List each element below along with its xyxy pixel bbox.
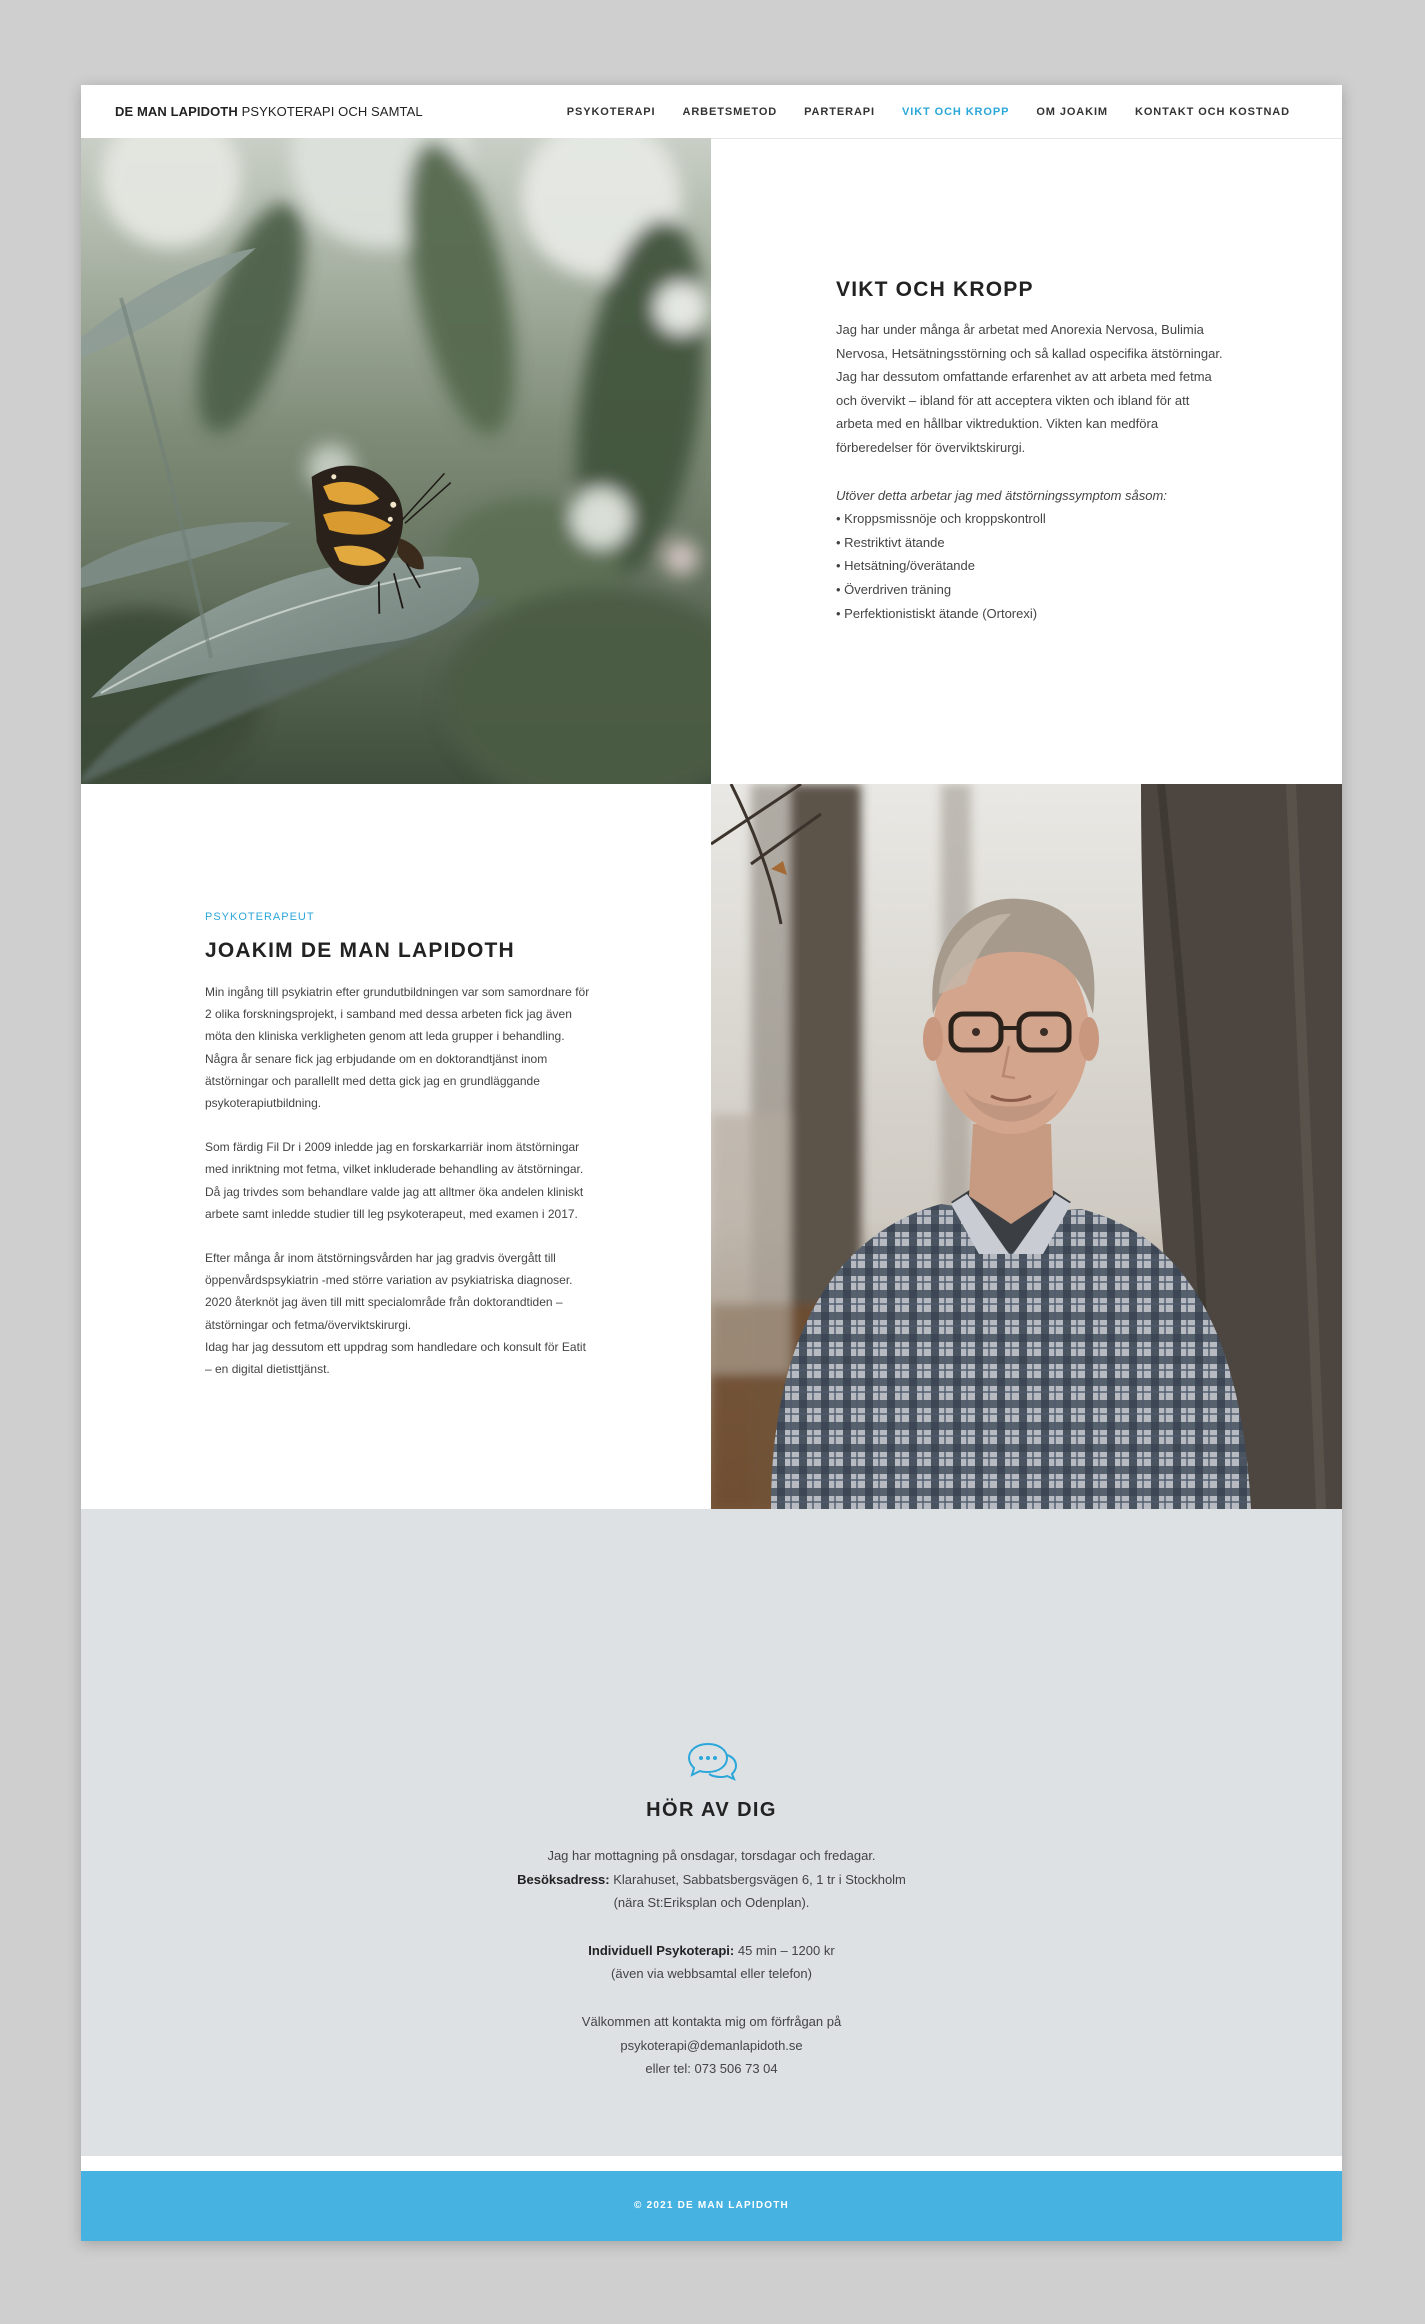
vikt-heading: VIKT OCH KROPP (836, 278, 1034, 301)
site-header (81, 85, 1342, 139)
site-footer (81, 2171, 1342, 2241)
nav-psykoterapi[interactable]: PSYKOTERAPI (566, 106, 656, 118)
chat-bubbles-icon (686, 1741, 738, 1781)
price-label: Individuell Psykoterapi: (588, 1942, 735, 1958)
about-paragraph-3-text: Efter många år inom ätstörningsvården har jag gradvis övergått till öppenvårdspsykiatrin -med större variation av psykiatriska diagnoser. 2020 återknöt jag även till mitt specialområde från doktorandtiden – ätstörningar och fetma/överviktskirurgi. (205, 1251, 573, 1332)
about-paragraph-3 (205, 1247, 590, 1380)
page (81, 85, 1342, 2241)
copyright-text: © 2021 DE MAN LAPIDOTH (634, 2200, 789, 2211)
email-link[interactable]: psykoterapi@demanlapidoth.se (620, 2037, 803, 2053)
contact-heading: HÖR AV DIG (646, 1799, 777, 1821)
vikt-och-kropp-section (836, 278, 1226, 625)
opening-days: Jag har mottagning på onsdagar, torsdagar och fredagar. (547, 1848, 876, 1863)
list-item: • Överdriven träning (836, 578, 1226, 602)
about-eyebrow: PSYKOTERAPEUT (205, 911, 315, 923)
price-line (81, 1939, 1342, 1963)
list-item: • Restriktivt ätande (836, 531, 1226, 555)
brand-tagline: PSYKOTERAPI OCH SAMTAL (241, 104, 423, 119)
price-value: 45 min – 1200 kr (734, 1942, 835, 1958)
nav-kontakt-och-kostnad[interactable]: KONTAKT OCH KOSTNAD (1135, 106, 1290, 118)
symptom-list (836, 507, 1226, 625)
about-paragraph-1: Min ingång till psykiatrin efter grundutbildningen var som samordnare för 2 olika forskningsprojekt, i samband med dessa arbeten fick jag även möta den kliniska verkligheten genom att leda grupper i behandling. Några år senare fick jag erbjudande om en doktorandtjänst inom ätstörningar och parallellt med detta gick jag en grundläggande psykoterapiutbildning. (205, 985, 590, 1111)
phone-text[interactable]: eller tel: 073 506 73 04 (645, 2061, 778, 2077)
price-note: (även via webbsamtal eller telefon) (611, 1966, 812, 1982)
about-heading: JOAKIM DE MAN LAPIDOTH (205, 939, 515, 962)
butterfly-photo (81, 138, 711, 784)
list-item: • Kroppsmissnöje och kroppskontroll (836, 507, 1226, 531)
site-brand[interactable] (115, 104, 423, 119)
welcome-text: Välkommen att kontakta mig om förfrågan på (581, 2013, 842, 2029)
address-label: Besöksadress: (517, 1871, 610, 1887)
main-nav (567, 106, 1290, 118)
contact-content (81, 1741, 1342, 2081)
about-paragraph-2: Som färdig Fil Dr i 2009 inledde jag en forskarkarriär inom ätstörningar med inriktning mot fetma, vilket inkluderade behandling av ätstörningar. Då jag trivdes som behandlare valde jag att alltmer öka andelen kliniskt arbete samt inledde studier till leg psykoterapeut, med examen i 2017. (205, 1140, 584, 1221)
about-paragraph-4-text: Idag har jag dessutom ett uppdrag som handledare och konsult för Eatit – en digital dietisttjänst. (205, 1339, 586, 1377)
nav-arbetsmetod[interactable]: ARBETSMETOD (682, 106, 778, 118)
contact-section (81, 1509, 1342, 2156)
address-note: (nära St:Eriksplan och Odenplan). (613, 1895, 810, 1911)
brand-name: DE MAN LAPIDOTH (115, 104, 238, 119)
address-value: Klarahuset, Sabbatsbergsvägen 6, 1 tr i Stockholm (609, 1871, 906, 1887)
nav-parterapi[interactable]: PARTERAPI (804, 106, 875, 118)
vikt-intro: Utöver detta arbetar jag med ätstörningssymptom såsom: (836, 487, 1167, 503)
nav-vikt-och-kropp[interactable]: VIKT OCH KROPP (902, 106, 1010, 118)
vikt-body: Jag har under många år arbetat med Anorexia Nervosa, Bulimia Nervosa, Hetsätningsstörning och så kallad ospecifika ätstörningar. Jag har dessutom omfattande erfarenhet av att arbeta med fetma och övervikt – ibland för att acceptera vikten och ibland för att arbeta med en hållbar viktreduktion. Vikten kan medföra förberedelser för överviktskirurgi. (836, 322, 1223, 455)
nav-om-joakim[interactable]: OM JOAKIM (1036, 106, 1108, 118)
contact-price-block (81, 1939, 1342, 1986)
contact-hours-block (81, 1844, 1342, 1915)
portrait-photo (711, 784, 1342, 1509)
visit-address (81, 1868, 1342, 1892)
about-section (205, 911, 590, 1380)
list-item: • Perfektionistiskt ätande (Ortorexi) (836, 602, 1226, 626)
contact-info-block (81, 2010, 1342, 2081)
list-item: • Hetsätning/överätande (836, 554, 1226, 578)
